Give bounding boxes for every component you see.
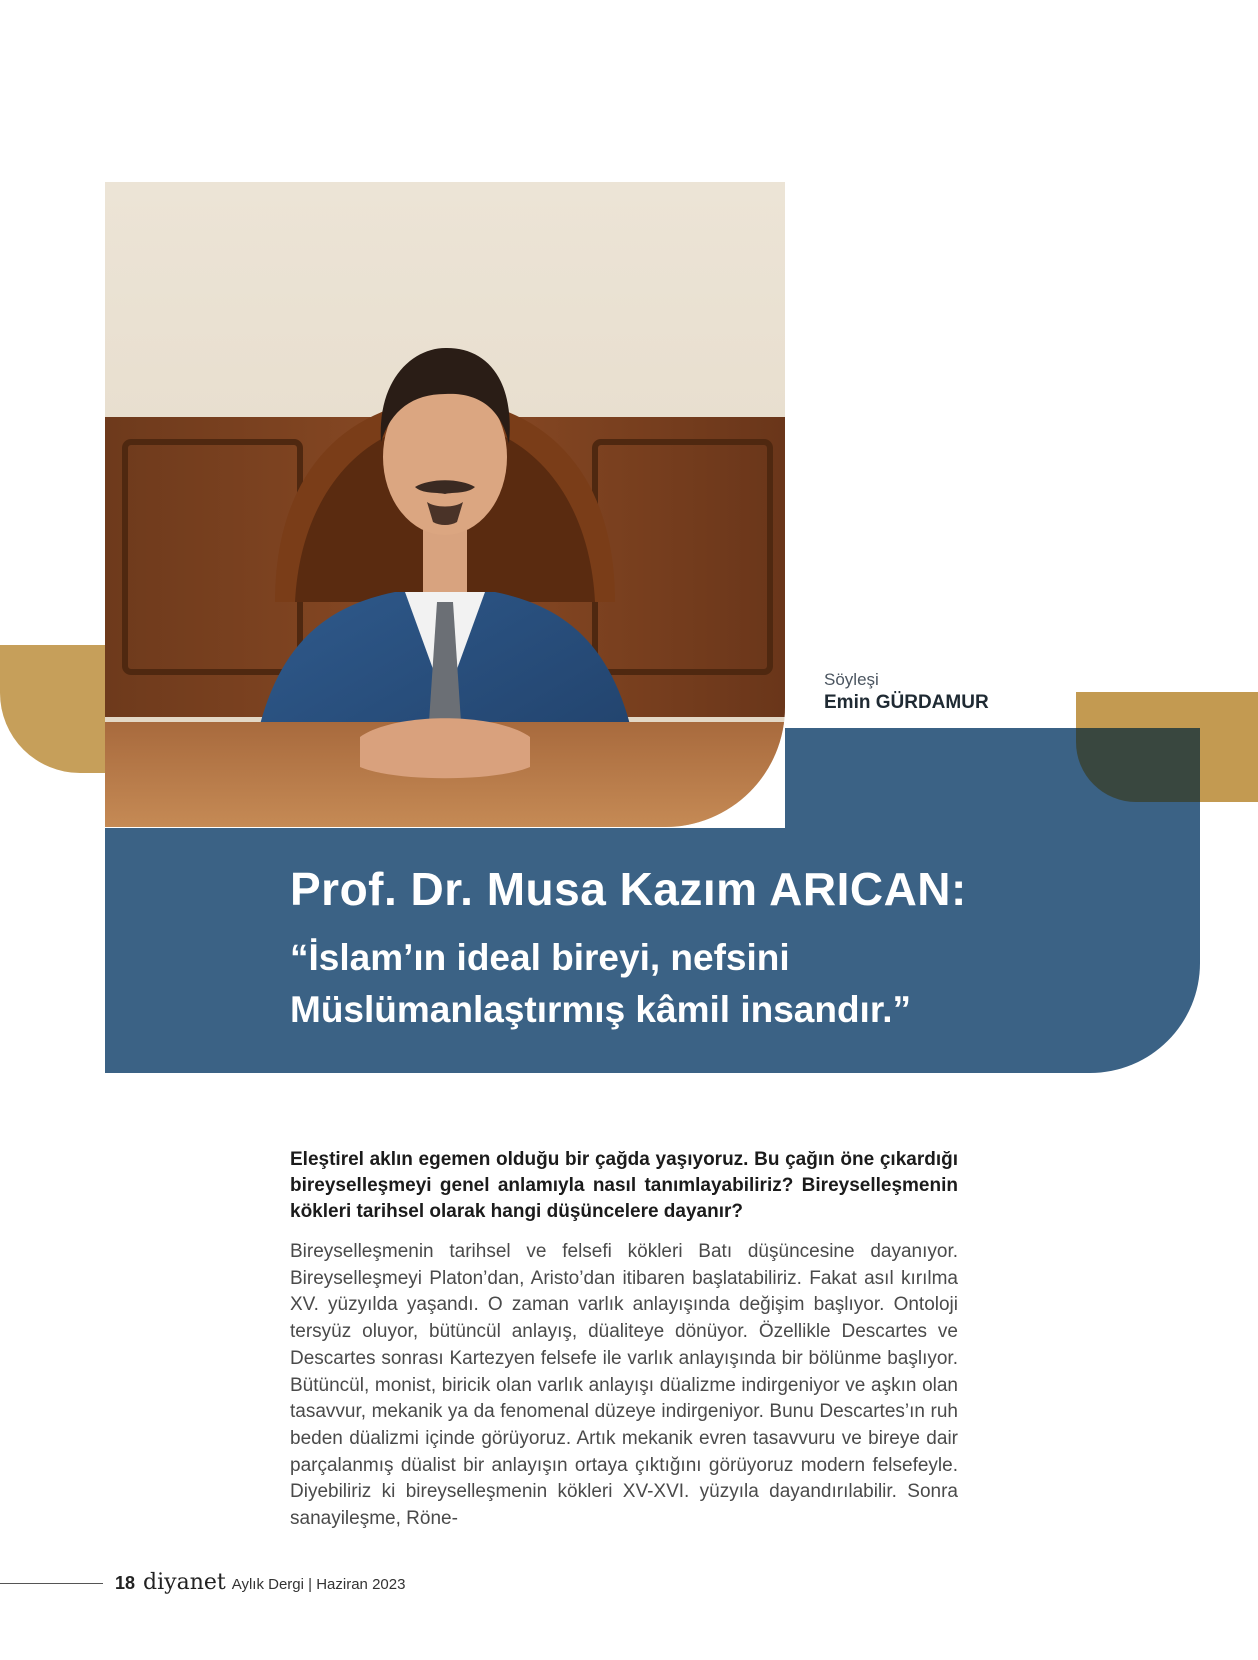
- headline-quote: [290, 932, 967, 1036]
- headline-quote-line-1: “İslam’ın ideal bireyi, nefsini: [290, 937, 790, 978]
- page-footer: [0, 1568, 500, 1598]
- portrait-photo: [105, 182, 785, 827]
- headline-quote-line-2: Müslümanlaştırmış kâmil insandır.”: [290, 989, 911, 1030]
- article-body: [290, 1147, 958, 1533]
- credit-label: Söyleşi: [824, 670, 879, 689]
- brand-logo: diyanet: [143, 1570, 226, 1595]
- footer-rule: [0, 1583, 103, 1584]
- issue-info: Aylık Dergi | Haziran 2023: [231, 1576, 406, 1593]
- page-number: 18: [115, 1573, 136, 1593]
- interview-answer: Bireyselleşmenin tarihsel ve felsefi kökleri Batı düşüncesine dayanıyor. Bireyselleşmeyi Platon’dan, Aristo’dan itibaren başlatabiliriz. Fakat asıl kırılma XV. yüzyılda yaşandı. O zaman varlık anlayışında değişim başlıyor. Ontoloji tersyüz oluyor, bütüncül anlayış, düaliteye dönüyor. Özellikle Descartes ve Descartes sonrası Kartezyen felsefe ile varlık anlayışında bir bölünme başlıyor. Bütüncül, monist, biricik olan varlık anlayışı düalizme indirgeniyor ve aşkın olan tasavvur, mekanik ya da fenomenal düzeye indirgeniyor. Bunu Descartes’ın ruh beden düalizmi içinde görüyoruz. Artık mekanik evren tasavvuru ve bireye dair parçalanmış düalist bir anlayışın ortaya çıktığını görüyoruz modern felsefeyle. Diyebiliriz ki bireyselleşmenin kökleri XV-XVI. yüzyıla dayandırılabilir. Sonra sanayileşme, Röne-: [290, 1241, 958, 1530]
- footer-text: [115, 1570, 405, 1595]
- article-heading: [290, 862, 967, 1036]
- interviewee-name: Prof. Dr. Musa Kazım ARICAN:: [290, 863, 967, 915]
- credit-author: Emin GÜRDAMUR: [824, 692, 989, 713]
- interview-question: Eleştirel aklın egemen olduğu bir çağda yaşıyoruz. Bu çağın öne çıkardığı bireyselleşmeyi genel anlamıyla nasıl tanımlayabiliriz? Bireyselleşmenin kökleri tarihsel olarak hangi düşüncelere dayanır?: [290, 1149, 958, 1222]
- interview-credit: [824, 670, 989, 714]
